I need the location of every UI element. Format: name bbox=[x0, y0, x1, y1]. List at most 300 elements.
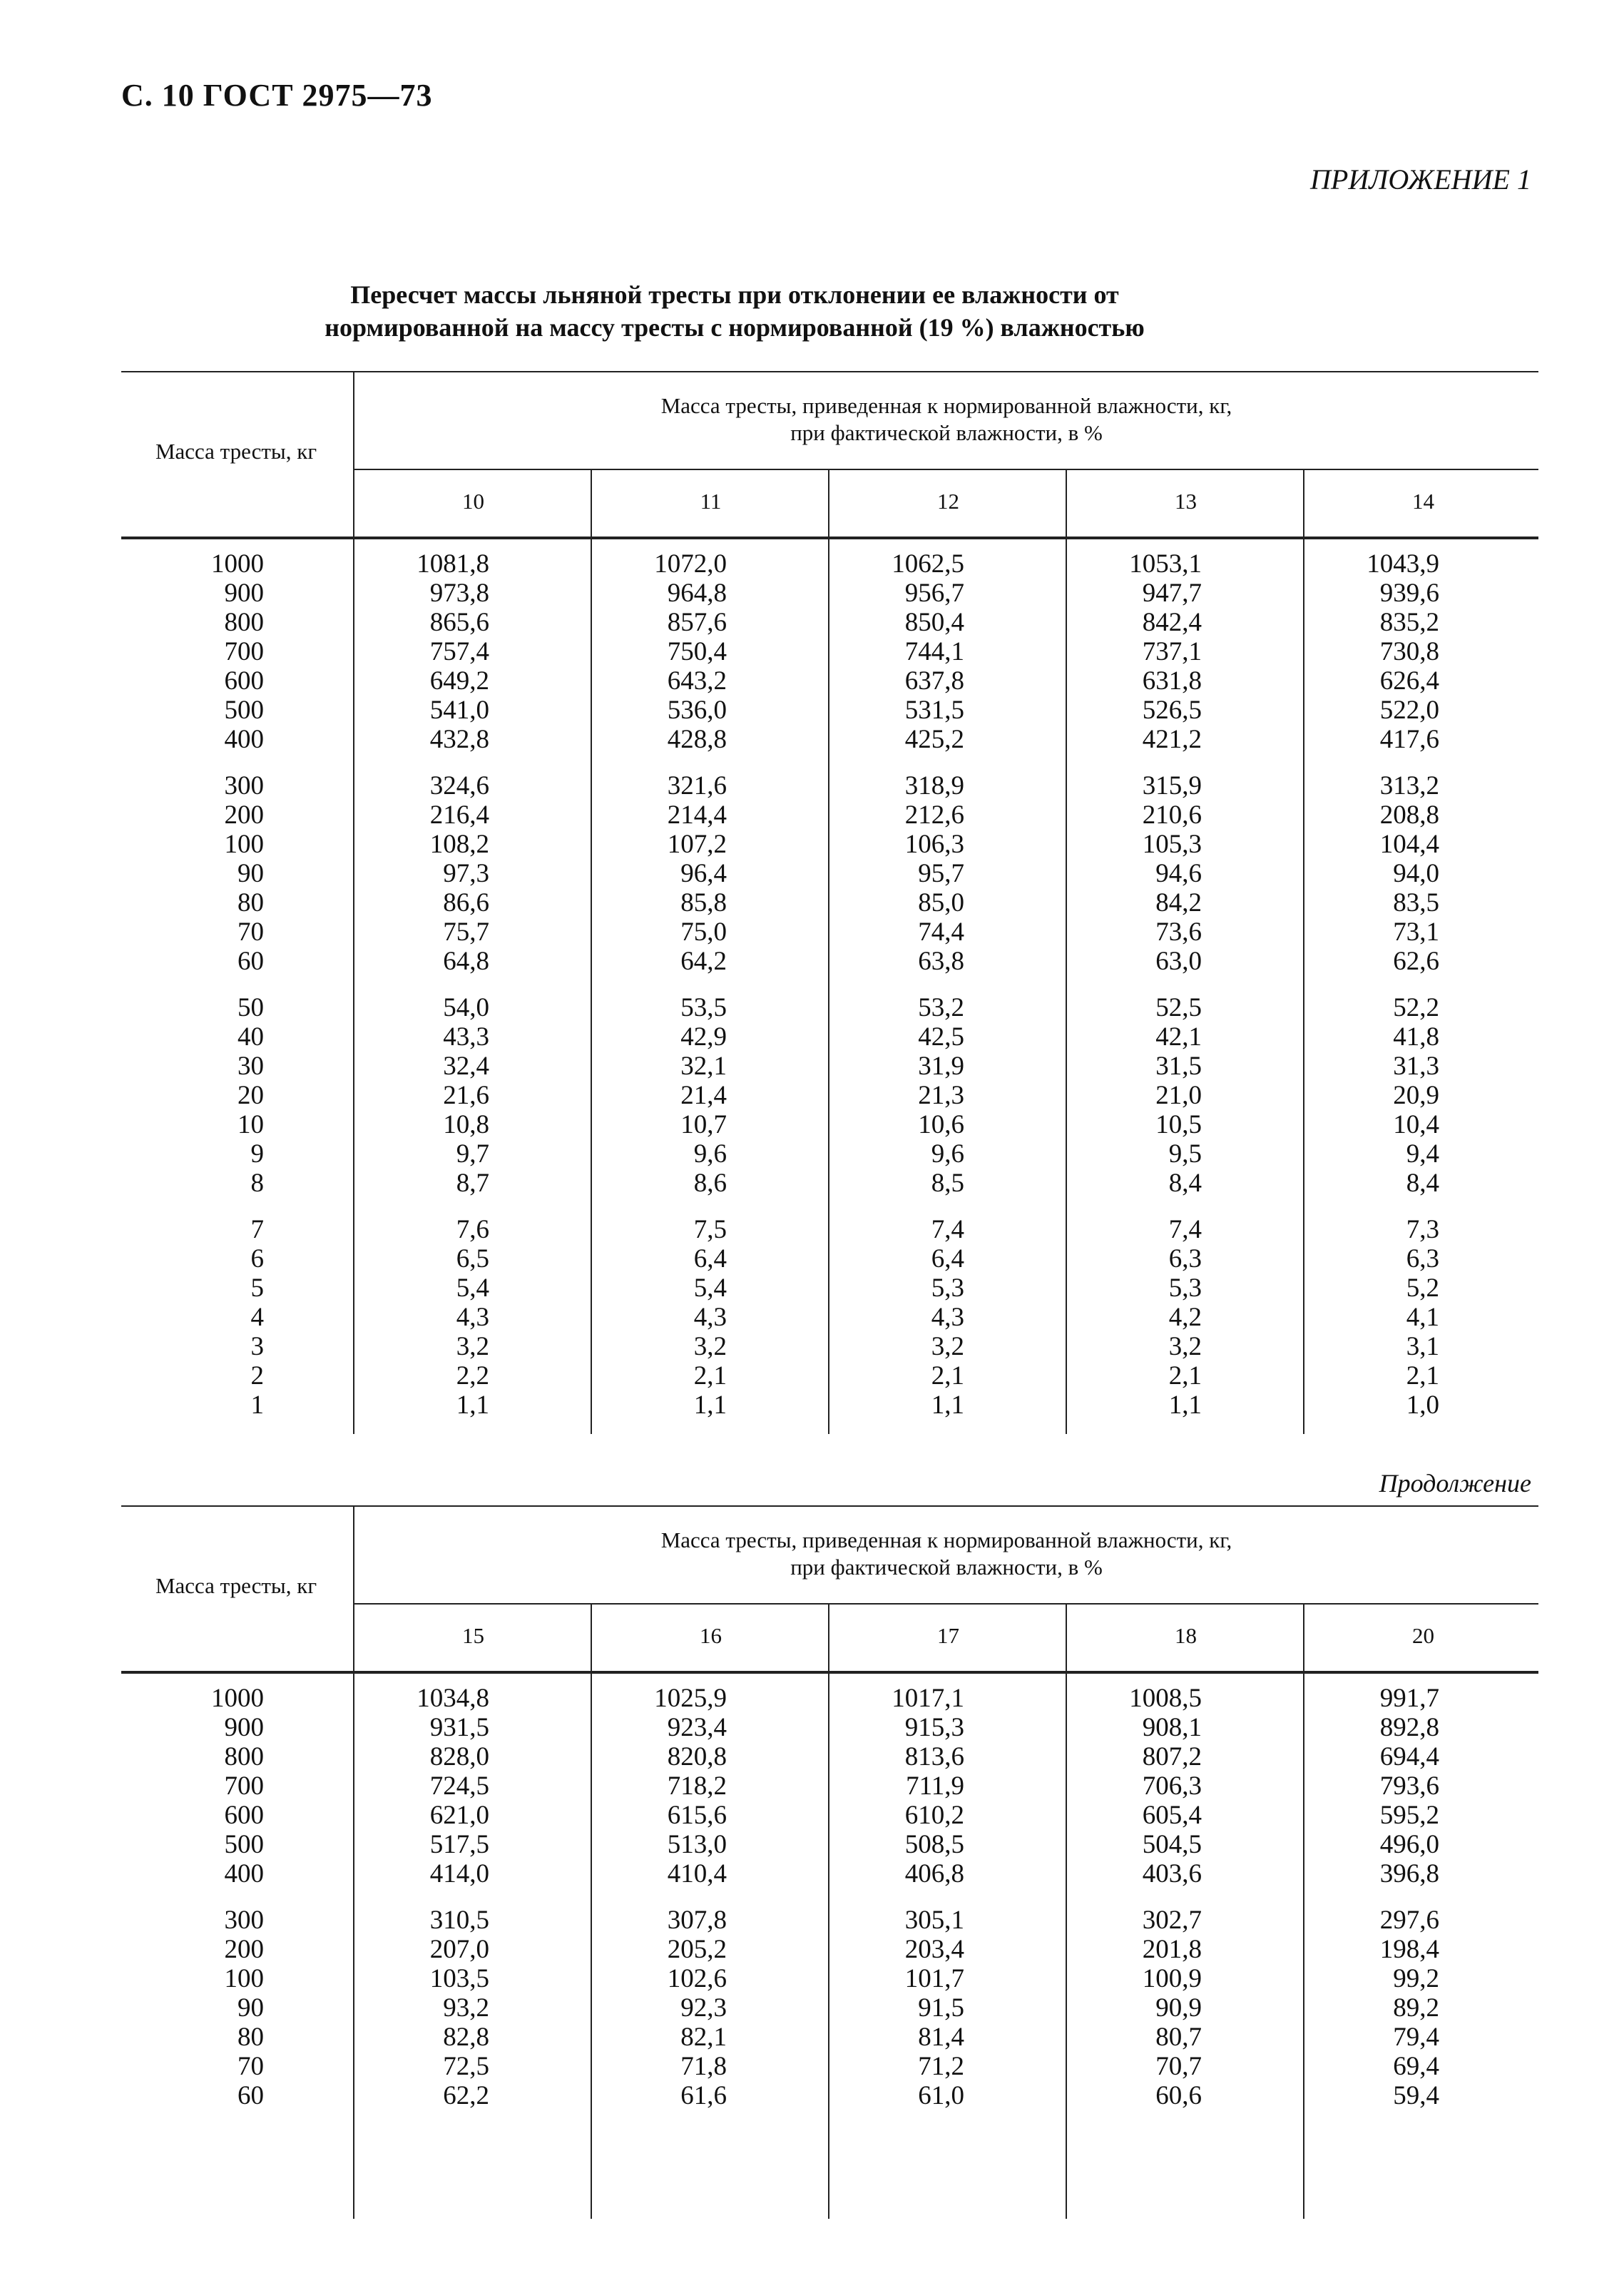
row-mass-value: 700 bbox=[224, 1771, 264, 1801]
table-cell: 605,4 bbox=[1142, 1801, 1202, 1830]
table-cell: 1,0 bbox=[1406, 1390, 1439, 1420]
row-mass-value: 300 bbox=[224, 771, 264, 800]
table-cell: 8,4 bbox=[1168, 1169, 1202, 1198]
table-cell: 724,5 bbox=[429, 1771, 489, 1801]
table-cell: 4,3 bbox=[931, 1303, 964, 1332]
table-cell: 2,1 bbox=[931, 1361, 964, 1390]
table-cell: 21,3 bbox=[918, 1081, 964, 1110]
table-cell: 94,6 bbox=[1155, 859, 1202, 888]
table-cell: 711,9 bbox=[906, 1771, 964, 1801]
table-cell: 1,1 bbox=[1168, 1390, 1202, 1420]
table-cell: 9,6 bbox=[693, 1139, 727, 1169]
row-mass-value: 10 bbox=[238, 1110, 264, 1139]
table-cell: 2,1 bbox=[1406, 1361, 1439, 1390]
table-cell: 939,6 bbox=[1379, 579, 1439, 608]
table-cell: 8,4 bbox=[1406, 1169, 1439, 1198]
table-cell: 6,4 bbox=[931, 1244, 964, 1273]
table-cell: 417,6 bbox=[1379, 725, 1439, 754]
table-cell: 793,6 bbox=[1379, 1771, 1439, 1801]
row-mass-value: 5 bbox=[250, 1273, 264, 1303]
table-cell: 536,0 bbox=[667, 696, 727, 725]
column-divider bbox=[828, 469, 829, 1434]
table-cell: 947,7 bbox=[1142, 579, 1202, 608]
table-cell: 4,2 bbox=[1168, 1303, 1202, 1332]
spanning-header-line-1: Масса тресты, приведенная к нормированной влажности, кг, bbox=[660, 393, 1232, 418]
row-mass-value: 200 bbox=[224, 1935, 264, 1964]
table-cell: 857,6 bbox=[667, 608, 727, 637]
table-cell: 106,3 bbox=[904, 830, 964, 859]
table-cell: 79,4 bbox=[1393, 2023, 1439, 2052]
table-cell: 4,3 bbox=[693, 1303, 727, 1332]
table-cell: 99,2 bbox=[1393, 1964, 1439, 1993]
table-cell: 63,8 bbox=[918, 947, 964, 976]
table-cell: 97,3 bbox=[443, 859, 489, 888]
table-cell: 522,0 bbox=[1379, 696, 1439, 725]
table-cell: 5,2 bbox=[1406, 1273, 1439, 1303]
column-divider bbox=[1066, 1603, 1067, 2219]
table-cell: 305,1 bbox=[904, 1906, 964, 1935]
row-mass-value: 1000 bbox=[211, 1684, 264, 1713]
column-divider bbox=[1066, 469, 1067, 1434]
table-cell: 10,6 bbox=[918, 1110, 964, 1139]
table-cell: 59,4 bbox=[1393, 2081, 1439, 2110]
column-header: 20 bbox=[1412, 1623, 1434, 1648]
table-cell: 964,8 bbox=[667, 579, 727, 608]
table-cell: 931,5 bbox=[429, 1713, 489, 1742]
value-column bbox=[1332, 1684, 1439, 2110]
table-cell: 5,3 bbox=[1168, 1273, 1202, 1303]
table-cell: 626,4 bbox=[1379, 666, 1439, 696]
table-cell: 205,2 bbox=[667, 1935, 727, 1964]
table-cell: 737,1 bbox=[1142, 637, 1202, 666]
row-mass-value: 1 bbox=[250, 1390, 264, 1420]
table-cell: 21,4 bbox=[680, 1081, 727, 1110]
table-cell: 3,2 bbox=[1168, 1332, 1202, 1361]
table-cell: 324,6 bbox=[429, 771, 489, 800]
table-cell: 730,8 bbox=[1379, 637, 1439, 666]
table-cell: 621,0 bbox=[429, 1801, 489, 1830]
stub-column bbox=[121, 549, 264, 1420]
table-cell: 31,5 bbox=[1155, 1052, 1202, 1081]
row-mass-value: 200 bbox=[224, 800, 264, 830]
table-cell: 20,9 bbox=[1393, 1081, 1439, 1110]
table-cell: 10,5 bbox=[1155, 1110, 1202, 1139]
table-cell: 60,6 bbox=[1155, 2081, 1202, 2110]
header-bottom-rule bbox=[121, 537, 1538, 539]
table-cell: 82,8 bbox=[443, 2023, 489, 2052]
table-cell: 7,6 bbox=[456, 1215, 489, 1244]
table-cell: 92,3 bbox=[680, 1993, 727, 2023]
table-cell: 718,2 bbox=[667, 1771, 727, 1801]
table-cell: 6,4 bbox=[693, 1244, 727, 1273]
row-mass-value: 9 bbox=[250, 1139, 264, 1169]
table-cell: 83,5 bbox=[1393, 888, 1439, 917]
table-cell: 53,5 bbox=[680, 993, 727, 1022]
table-cell: 406,8 bbox=[904, 1859, 964, 1888]
table-cell: 8,5 bbox=[931, 1169, 964, 1198]
table-cell: 74,4 bbox=[918, 917, 964, 947]
table-cell: 302,7 bbox=[1142, 1906, 1202, 1935]
row-mass-value: 60 bbox=[238, 947, 264, 976]
table-cell: 8,7 bbox=[456, 1169, 489, 1198]
table-cell: 96,4 bbox=[680, 859, 727, 888]
table-cell: 297,6 bbox=[1379, 1906, 1439, 1935]
spanning-header-line-1: Масса тресты, приведенная к нормированной влажности, кг, bbox=[660, 1527, 1232, 1552]
column-header: 16 bbox=[700, 1623, 722, 1648]
row-mass-value: 90 bbox=[238, 1993, 264, 2023]
stub-header: Масса тресты, кг bbox=[155, 1573, 317, 1598]
row-mass-value: 500 bbox=[224, 696, 264, 725]
table-cell: 313,2 bbox=[1379, 771, 1439, 800]
table-cell: 201,8 bbox=[1142, 1935, 1202, 1964]
table-cell: 64,8 bbox=[443, 947, 489, 976]
table-cell: 103,5 bbox=[429, 1964, 489, 1993]
table-cell: 706,3 bbox=[1142, 1771, 1202, 1801]
table-cell: 1053,1 bbox=[1129, 549, 1202, 579]
table-cell: 63,0 bbox=[1155, 947, 1202, 976]
table-cell: 750,4 bbox=[667, 637, 727, 666]
row-mass-value: 400 bbox=[224, 1859, 264, 1888]
row-mass-value: 40 bbox=[238, 1022, 264, 1052]
table-cell: 62,6 bbox=[1393, 947, 1439, 976]
row-mass-value: 70 bbox=[238, 917, 264, 947]
table-top-rule bbox=[121, 1505, 1538, 1507]
table-cell: 10,7 bbox=[680, 1110, 727, 1139]
table-cell: 414,0 bbox=[429, 1859, 489, 1888]
table-cell: 1034,8 bbox=[417, 1684, 489, 1713]
table-cell: 214,4 bbox=[667, 800, 727, 830]
table-cell: 2,1 bbox=[693, 1361, 727, 1390]
column-header: 14 bbox=[1412, 489, 1434, 514]
table-title bbox=[200, 278, 1270, 344]
column-header: 11 bbox=[700, 489, 722, 514]
table-cell: 1062,5 bbox=[892, 549, 964, 579]
table-cell: 32,1 bbox=[680, 1052, 727, 1081]
table-cell: 432,8 bbox=[429, 725, 489, 754]
table-cell: 85,8 bbox=[680, 888, 727, 917]
table-cell: 71,8 bbox=[680, 2052, 727, 2081]
column-header: 17 bbox=[937, 1623, 959, 1648]
table-cell: 75,0 bbox=[680, 917, 727, 947]
row-mass-value: 70 bbox=[238, 2052, 264, 2081]
table-cell: 1,1 bbox=[693, 1390, 727, 1420]
table-top-rule bbox=[121, 371, 1538, 372]
table-cell: 5,4 bbox=[456, 1273, 489, 1303]
row-mass-value: 400 bbox=[224, 725, 264, 754]
table-cell: 32,4 bbox=[443, 1052, 489, 1081]
table-cell: 198,4 bbox=[1379, 1935, 1439, 1964]
table-cell: 410,4 bbox=[667, 1859, 727, 1888]
table-cell: 828,0 bbox=[429, 1742, 489, 1771]
table-cell: 82,1 bbox=[680, 2023, 727, 2052]
table-cell: 3,1 bbox=[1406, 1332, 1439, 1361]
table-cell: 107,2 bbox=[667, 830, 727, 859]
table-cell: 84,2 bbox=[1155, 888, 1202, 917]
table-cell: 90,9 bbox=[1155, 1993, 1202, 2023]
table-cell: 1017,1 bbox=[892, 1684, 964, 1713]
row-mass-value: 300 bbox=[224, 1906, 264, 1935]
table-cell: 6,3 bbox=[1168, 1244, 1202, 1273]
spanning-header bbox=[354, 392, 1538, 447]
row-mass-value: 900 bbox=[224, 1713, 264, 1742]
table-cell: 75,7 bbox=[443, 917, 489, 947]
table-cell: 6,3 bbox=[1406, 1244, 1439, 1273]
table-cell: 73,1 bbox=[1393, 917, 1439, 947]
table-cell: 80,7 bbox=[1155, 2023, 1202, 2052]
table-cell: 813,6 bbox=[904, 1742, 964, 1771]
column-header: 15 bbox=[462, 1623, 484, 1648]
table-cell: 43,3 bbox=[443, 1022, 489, 1052]
table-cell: 86,6 bbox=[443, 888, 489, 917]
row-mass-value: 600 bbox=[224, 1801, 264, 1830]
value-column bbox=[1332, 549, 1439, 1420]
table-cell: 54,0 bbox=[443, 993, 489, 1022]
header-bottom-rule bbox=[121, 1671, 1538, 1674]
table-cell: 81,4 bbox=[918, 2023, 964, 2052]
table-cell: 2,1 bbox=[1168, 1361, 1202, 1390]
title-line-2: нормированной на массу тресты с нормированной (19 %) влажностью bbox=[325, 313, 1145, 342]
table-cell: 3,2 bbox=[693, 1332, 727, 1361]
row-mass-value: 800 bbox=[224, 608, 264, 637]
table-cell: 10,8 bbox=[443, 1110, 489, 1139]
table-cell: 62,2 bbox=[443, 2081, 489, 2110]
table-cell: 973,8 bbox=[429, 579, 489, 608]
row-mass-value: 80 bbox=[238, 2023, 264, 2052]
table-cell: 8,6 bbox=[693, 1169, 727, 1198]
table-cell: 637,8 bbox=[904, 666, 964, 696]
table-cell: 307,8 bbox=[667, 1906, 727, 1935]
table-cell: 7,4 bbox=[931, 1215, 964, 1244]
table-cell: 850,4 bbox=[904, 608, 964, 637]
table-cell: 1072,0 bbox=[654, 549, 727, 579]
table-cell: 9,6 bbox=[931, 1139, 964, 1169]
table-cell: 21,0 bbox=[1155, 1081, 1202, 1110]
value-column bbox=[382, 1684, 489, 2110]
row-mass-value: 6 bbox=[250, 1244, 264, 1273]
table-cell: 908,1 bbox=[1142, 1713, 1202, 1742]
table-cell: 835,2 bbox=[1379, 608, 1439, 637]
conversion-table-2 bbox=[121, 1505, 1538, 2219]
table-cell: 101,7 bbox=[904, 1964, 964, 1993]
page-reference: С. 10 ГОСТ 2975—73 bbox=[121, 78, 433, 113]
table-cell: 52,5 bbox=[1155, 993, 1202, 1022]
column-header: 18 bbox=[1175, 1623, 1197, 1648]
appendix-label: ПРИЛОЖЕНИЕ 1 bbox=[1310, 163, 1531, 195]
table-cell: 64,2 bbox=[680, 947, 727, 976]
value-column bbox=[1095, 1684, 1202, 2110]
stub-divider bbox=[353, 371, 354, 1434]
table-cell: 610,2 bbox=[904, 1801, 964, 1830]
table-cell: 4,3 bbox=[456, 1303, 489, 1332]
table-cell: 31,9 bbox=[918, 1052, 964, 1081]
table-cell: 1081,8 bbox=[417, 549, 489, 579]
row-mass-value: 500 bbox=[224, 1830, 264, 1859]
row-mass-value: 2 bbox=[250, 1361, 264, 1390]
table-cell: 212,6 bbox=[904, 800, 964, 830]
table-cell: 496,0 bbox=[1379, 1830, 1439, 1859]
table-cell: 820,8 bbox=[667, 1742, 727, 1771]
column-header: 10 bbox=[462, 489, 484, 514]
table-cell: 41,8 bbox=[1393, 1022, 1439, 1052]
table-cell: 310,5 bbox=[429, 1906, 489, 1935]
table-cell: 100,9 bbox=[1142, 1964, 1202, 1993]
table-cell: 513,0 bbox=[667, 1830, 727, 1859]
row-mass-value: 30 bbox=[238, 1052, 264, 1081]
row-mass-value: 60 bbox=[238, 2081, 264, 2110]
table-cell: 744,1 bbox=[904, 637, 964, 666]
table-cell: 203,4 bbox=[904, 1935, 964, 1964]
table-cell: 508,5 bbox=[904, 1830, 964, 1859]
table-cell: 595,2 bbox=[1379, 1801, 1439, 1830]
row-mass-value: 1000 bbox=[211, 549, 264, 579]
table-cell: 1025,9 bbox=[654, 1684, 727, 1713]
row-mass-value: 90 bbox=[238, 859, 264, 888]
table-cell: 5,4 bbox=[693, 1273, 727, 1303]
row-mass-value: 800 bbox=[224, 1742, 264, 1771]
table-cell: 71,2 bbox=[918, 2052, 964, 2081]
table-cell: 421,2 bbox=[1142, 725, 1202, 754]
spanning-header-line-2: при фактической влажности, в % bbox=[790, 420, 1103, 445]
value-column bbox=[620, 549, 727, 1420]
table-cell: 102,6 bbox=[667, 1964, 727, 1993]
spanning-header bbox=[354, 1527, 1538, 1581]
table-cell: 207,0 bbox=[429, 1935, 489, 1964]
table-cell: 1,1 bbox=[931, 1390, 964, 1420]
table-cell: 428,8 bbox=[667, 725, 727, 754]
row-mass-value: 600 bbox=[224, 666, 264, 696]
row-mass-value: 700 bbox=[224, 637, 264, 666]
stub-divider bbox=[353, 1505, 354, 2219]
table-cell: 73,6 bbox=[1155, 917, 1202, 947]
spanning-header-line-2: при фактической влажности, в % bbox=[790, 1555, 1103, 1580]
table-cell: 6,5 bbox=[456, 1244, 489, 1273]
table-cell: 89,2 bbox=[1393, 1993, 1439, 2023]
column-divider bbox=[1303, 469, 1304, 1434]
table-cell: 69,4 bbox=[1393, 2052, 1439, 2081]
row-mass-value: 8 bbox=[250, 1169, 264, 1198]
conversion-table-1 bbox=[121, 371, 1538, 1434]
table-cell: 991,7 bbox=[1379, 1684, 1439, 1713]
table-cell: 865,6 bbox=[429, 608, 489, 637]
row-mass-value: 7 bbox=[250, 1215, 264, 1244]
table-cell: 10,4 bbox=[1393, 1110, 1439, 1139]
table-cell: 649,2 bbox=[429, 666, 489, 696]
column-divider bbox=[828, 1603, 829, 2219]
table-cell: 425,2 bbox=[904, 725, 964, 754]
value-column bbox=[382, 549, 489, 1420]
table-cell: 53,2 bbox=[918, 993, 964, 1022]
table-cell: 72,5 bbox=[443, 2052, 489, 2081]
table-cell: 643,2 bbox=[667, 666, 727, 696]
table-cell: 208,8 bbox=[1379, 800, 1439, 830]
table-cell: 7,3 bbox=[1406, 1215, 1439, 1244]
row-mass-value: 20 bbox=[238, 1081, 264, 1110]
column-header: 13 bbox=[1175, 489, 1197, 514]
table-cell: 7,4 bbox=[1168, 1215, 1202, 1244]
table-cell: 61,0 bbox=[918, 2081, 964, 2110]
table-cell: 9,7 bbox=[456, 1139, 489, 1169]
table-cell: 318,9 bbox=[904, 771, 964, 800]
value-column bbox=[1095, 549, 1202, 1420]
table-cell: 9,4 bbox=[1406, 1139, 1439, 1169]
table-cell: 91,5 bbox=[918, 1993, 964, 2023]
table-cell: 526,5 bbox=[1142, 696, 1202, 725]
table-cell: 694,4 bbox=[1379, 1742, 1439, 1771]
table-cell: 4,1 bbox=[1406, 1303, 1439, 1332]
row-mass-value: 100 bbox=[224, 1964, 264, 1993]
table-cell: 3,2 bbox=[456, 1332, 489, 1361]
stub-column bbox=[121, 1684, 264, 2110]
row-mass-value: 4 bbox=[250, 1303, 264, 1332]
table-cell: 42,5 bbox=[918, 1022, 964, 1052]
table-cell: 94,0 bbox=[1393, 859, 1439, 888]
table-cell: 315,9 bbox=[1142, 771, 1202, 800]
header-mid-rule bbox=[354, 1603, 1538, 1605]
column-divider bbox=[1303, 1603, 1304, 2219]
table-cell: 93,2 bbox=[443, 1993, 489, 2023]
table-cell: 31,3 bbox=[1393, 1052, 1439, 1081]
column-divider bbox=[591, 1603, 592, 2219]
value-column bbox=[857, 1684, 964, 2110]
table-cell: 21,6 bbox=[443, 1081, 489, 1110]
row-mass-value: 50 bbox=[238, 993, 264, 1022]
table-cell: 95,7 bbox=[918, 859, 964, 888]
table-cell: 757,4 bbox=[429, 637, 489, 666]
table-cell: 631,8 bbox=[1142, 666, 1202, 696]
table-cell: 70,7 bbox=[1155, 2052, 1202, 2081]
header-mid-rule bbox=[354, 469, 1538, 470]
table-cell: 541,0 bbox=[429, 696, 489, 725]
table-cell: 216,4 bbox=[429, 800, 489, 830]
column-header: 12 bbox=[937, 489, 959, 514]
table-cell: 504,5 bbox=[1142, 1830, 1202, 1859]
table-cell: 1008,5 bbox=[1129, 1684, 1202, 1713]
value-column bbox=[620, 1684, 727, 2110]
table-cell: 615,6 bbox=[667, 1801, 727, 1830]
table-cell: 517,5 bbox=[429, 1830, 489, 1859]
table-cell: 807,2 bbox=[1142, 1742, 1202, 1771]
table-cell: 5,3 bbox=[931, 1273, 964, 1303]
row-mass-value: 900 bbox=[224, 579, 264, 608]
table-cell: 7,5 bbox=[693, 1215, 727, 1244]
table-cell: 85,0 bbox=[918, 888, 964, 917]
table-cell: 42,9 bbox=[680, 1022, 727, 1052]
row-mass-value: 3 bbox=[250, 1332, 264, 1361]
row-mass-value: 80 bbox=[238, 888, 264, 917]
table-cell: 3,2 bbox=[931, 1332, 964, 1361]
continuation-label: Продолжение bbox=[1379, 1469, 1531, 1498]
table-cell: 42,1 bbox=[1155, 1022, 1202, 1052]
table-cell: 1043,9 bbox=[1367, 549, 1439, 579]
title-line-1: Пересчет массы льняной тресты при отклонении ее влажности от bbox=[350, 280, 1119, 309]
table-cell: 108,2 bbox=[429, 830, 489, 859]
table-cell: 915,3 bbox=[904, 1713, 964, 1742]
column-divider bbox=[591, 469, 592, 1434]
table-cell: 892,8 bbox=[1379, 1713, 1439, 1742]
row-mass-value: 100 bbox=[224, 830, 264, 859]
table-cell: 396,8 bbox=[1379, 1859, 1439, 1888]
table-cell: 842,4 bbox=[1142, 608, 1202, 637]
table-cell: 2,2 bbox=[456, 1361, 489, 1390]
table-cell: 52,2 bbox=[1393, 993, 1439, 1022]
table-cell: 104,4 bbox=[1379, 830, 1439, 859]
table-cell: 956,7 bbox=[904, 579, 964, 608]
table-cell: 321,6 bbox=[667, 771, 727, 800]
table-cell: 61,6 bbox=[680, 2081, 727, 2110]
table-cell: 923,4 bbox=[667, 1713, 727, 1742]
table-cell: 1,1 bbox=[456, 1390, 489, 1420]
table-cell: 105,3 bbox=[1142, 830, 1202, 859]
